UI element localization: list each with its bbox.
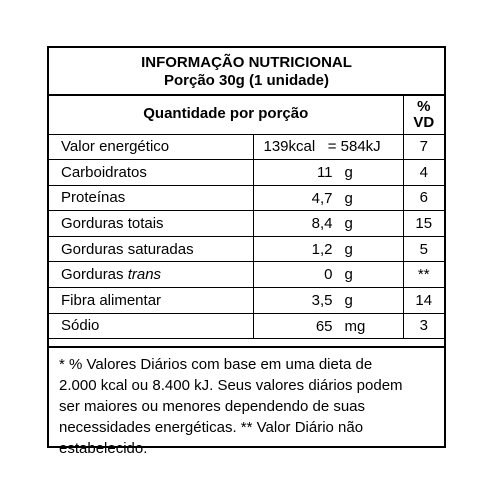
amount-unit: g [344, 292, 353, 310]
title-block [49, 48, 444, 96]
nutrient-name-italic: trans [127, 266, 162, 284]
footnote-line: ser maiores ou menores dependendo de suas [59, 398, 366, 415]
amount-unit: g [344, 189, 353, 207]
table-row [49, 160, 444, 186]
daily-value: 3 [403, 313, 444, 339]
nutrient-name: Gorduras totais [49, 211, 253, 237]
amount-unit: mg [344, 317, 366, 335]
nutrient-amount [253, 262, 403, 288]
footnote-line: * % Valores Diários com base em uma dieta de [59, 356, 373, 373]
panel-title: INFORMAÇÃO NUTRICIONAL [141, 54, 352, 71]
nutrition-facts-panel [47, 46, 446, 457]
amount-number: 4,7 [311, 189, 333, 207]
amount-unit: g [344, 240, 353, 258]
nutrient-name: Proteínas [49, 185, 253, 211]
amount-number: 65 [315, 317, 333, 335]
amount-number: 3,5 [311, 292, 333, 310]
daily-value: ** [403, 262, 444, 288]
daily-value: 5 [403, 236, 444, 262]
nutrient-name: Fibra alimentar [49, 288, 253, 314]
amount-unit: g [344, 215, 353, 233]
vd-header-label: VD [413, 113, 435, 131]
nutrient-name: Gorduras saturadas [49, 236, 253, 262]
vd-header-percent: % [417, 97, 431, 115]
nutrient-amount [253, 288, 403, 314]
nutrient-amount [253, 313, 403, 339]
daily-value: 6 [403, 185, 444, 211]
table-row [49, 185, 444, 211]
nutrient-amount [253, 211, 403, 237]
amount-unit: g [344, 266, 353, 284]
nutrient-amount [253, 236, 403, 262]
nutrient-name-prefix: Gorduras [61, 266, 128, 284]
nutrient-amount [253, 160, 403, 186]
amount-number: 1,2 [311, 240, 333, 258]
daily-value: 14 [403, 288, 444, 314]
amount-unit: g [344, 164, 353, 182]
table-row [49, 313, 444, 339]
footnote-line: necessidades energéticas. ** Valor Diário não [59, 419, 364, 436]
nutrient-name: Valor energético [49, 134, 253, 160]
footnote [49, 346, 444, 457]
nutrient-name: Carboidratos [49, 160, 253, 186]
footnote-line: 2.000 kcal ou 8.400 kJ. Seus valores diários podem [59, 377, 403, 394]
amount-number: 11 [316, 164, 333, 182]
vd-header [403, 94, 444, 134]
nutrient-name [49, 262, 253, 288]
nutrition-table [49, 94, 444, 339]
amount-number: 8,4 [311, 215, 333, 233]
portion-size: Porção 30g (1 unidade) [163, 72, 330, 89]
quantity-header: Quantidade por porção [49, 94, 403, 134]
table-row [49, 236, 444, 262]
daily-value: 15 [403, 211, 444, 237]
daily-value: 7 [403, 134, 444, 160]
amount-number: 0 [324, 266, 333, 284]
nutrient-amount [253, 185, 403, 211]
table-row [49, 134, 444, 160]
table-row [49, 262, 444, 288]
daily-value: 4 [403, 160, 444, 186]
energy-value: 139kcal = 584kJ [253, 134, 403, 160]
table-row [49, 211, 444, 237]
footnote-line: estabelecido. [59, 440, 148, 457]
nutrient-name: Sódio [49, 313, 253, 339]
table-header-row [49, 94, 444, 134]
table-row [49, 288, 444, 314]
